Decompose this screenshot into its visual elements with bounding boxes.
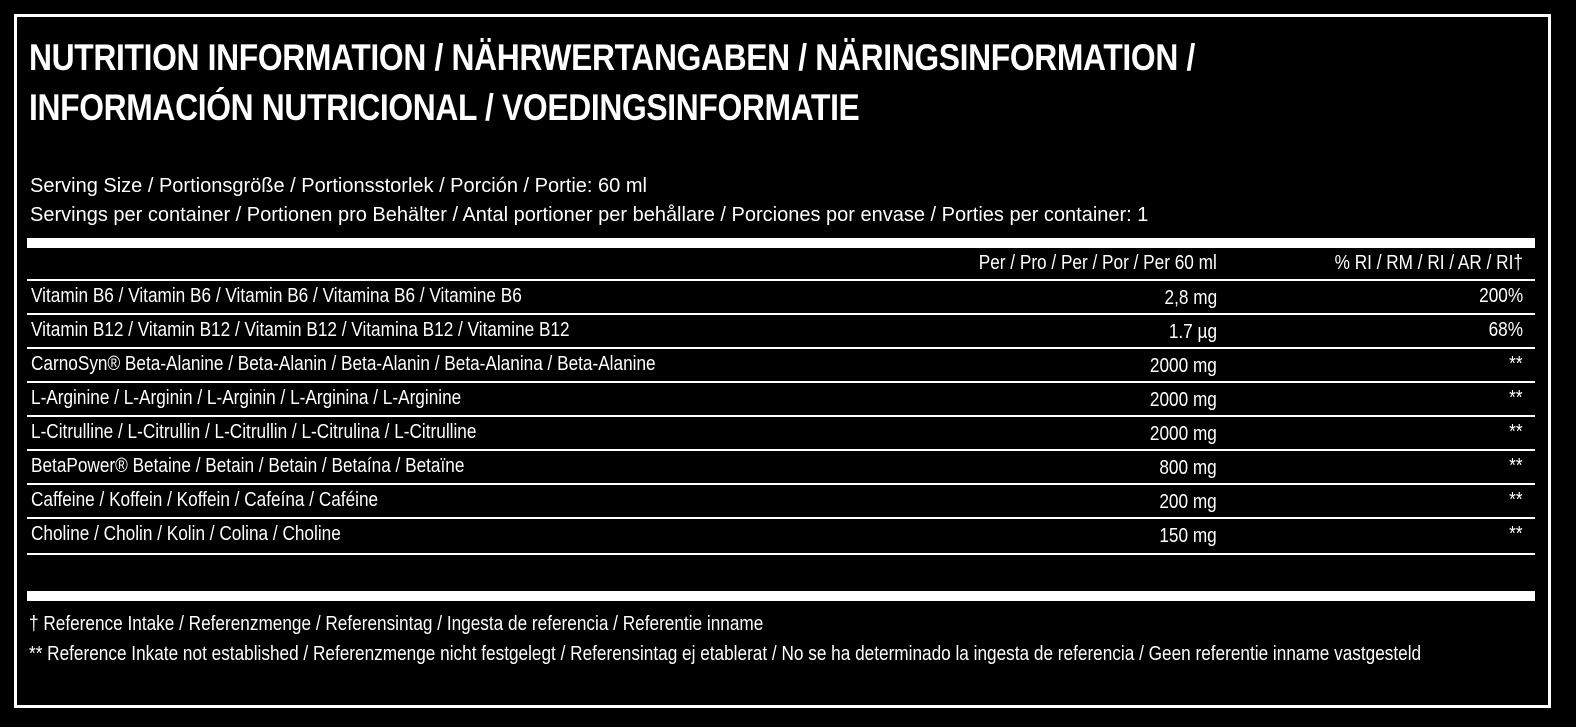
nutrient-name: BetaPower® Betaine / Betain / Betain / Betaína / Betaïne [31,455,465,477]
footnote-double-asterisk: ** Reference Inkate not established / Referenzmenge nicht festgelegt / Referensintag ej etablerat / No se ha determinado la ingesta de referencia / Geen referentie inname vastgesteld [29,643,1422,665]
serving-size: Serving Size / Portionsgröße / Portionsstorlek / Porción / Portie: 60 ml [30,175,647,197]
table-row [27,417,1535,447]
nutrient-ri: 68% [1488,319,1523,341]
nutrient-amount: 150 mg [1159,525,1217,547]
table-row [27,315,1535,345]
row-divider [27,553,1535,555]
nutrient-name: L-Citrulline / L-Citrullin / L-Citrullin / L-Citrulina / L-Citrulline [31,421,477,443]
nutrient-amount: 2,8 mg [1164,287,1217,309]
label-title [29,33,1195,133]
nutrient-ri: 200% [1479,285,1523,307]
table-row [27,383,1535,413]
table-row [27,519,1535,549]
nutrient-name: Caffeine / Koffein / Koffein / Cafeína / Caféine [31,489,379,511]
nutrient-ri: ** [1509,523,1523,545]
table-row [27,485,1535,515]
nutrient-amount: 2000 mg [1150,423,1217,445]
nutrient-name: Vitamin B6 / Vitamin B6 / Vitamin B6 / Vitamina B6 / Vitamine B6 [31,285,522,307]
column-header-amount: Per / Pro / Per / Por / Per 60 ml [978,252,1217,274]
nutrient-ri: ** [1509,489,1523,511]
footnotes [29,609,1421,669]
nutrient-name: CarnoSyn® Beta-Alanine / Beta-Alanin / Beta-Alanin / Beta-Alanina / Beta-Alanine [31,353,656,375]
label-title-line-1: NUTRITION INFORMATION / NÄHRWERTANGABEN / NÄRINGSINFORMATION / [29,37,1195,78]
top-thick-divider [27,238,1535,248]
label-title-line-2: INFORMACIÓN NUTRICIONAL / VOEDINGSINFORMATIE [29,87,860,128]
table-row [27,451,1535,481]
table-row [27,281,1535,311]
nutrient-amount: 2000 mg [1150,389,1217,411]
nutrient-ri: ** [1509,455,1523,477]
nutrient-amount: 2000 mg [1150,355,1217,377]
footnote-dagger: † Reference Intake / Referenzmenge / Referensintag / Ingesta de referencia / Referentie inname [29,613,764,635]
column-header-ri: % RI / RM / RI / AR / RI† [1334,252,1523,274]
nutrient-ri: ** [1509,387,1523,409]
nutrient-amount: 1.7 µg [1168,321,1217,343]
nutrient-name: L-Arginine / L-Arginin / L-Arginin / L-Arginina / L-Arginine [31,387,462,409]
serving-info [30,172,1148,230]
nutrient-ri: ** [1509,421,1523,443]
nutrient-ri: ** [1509,353,1523,375]
servings-per-container: Servings per container / Portionen pro Behälter / Antal portioner per behållare / Porciones por envase / Porties per container: 1 [30,204,1149,226]
nutrient-name: Vitamin B12 / Vitamin B12 / Vitamin B12 / Vitamina B12 / Vitamine B12 [31,319,570,341]
nutrient-amount: 800 mg [1159,457,1217,479]
table-header-row [27,250,1535,280]
table-row [27,349,1535,379]
nutrient-amount: 200 mg [1159,491,1217,513]
bottom-thick-divider [27,591,1535,601]
nutrient-name: Choline / Cholin / Kolin / Colina / Choline [31,523,341,545]
nutrition-label-panel [14,14,1551,708]
